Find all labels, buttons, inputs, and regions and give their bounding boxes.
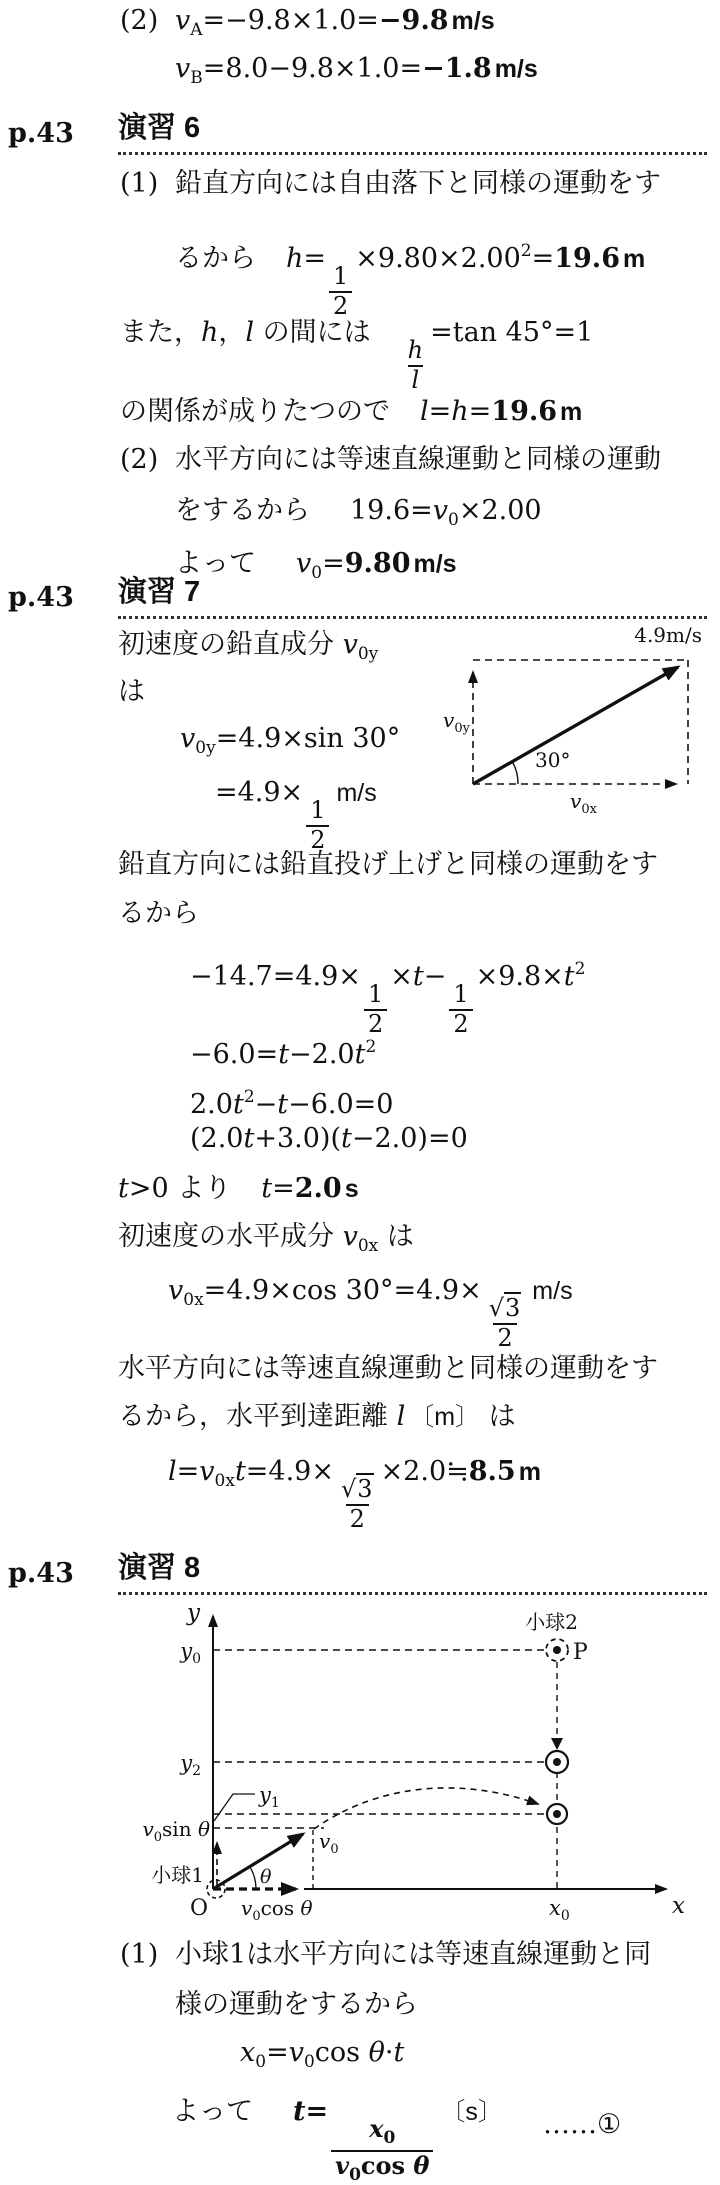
- fraction-numerator: 1: [453, 980, 469, 1009]
- math-token: cos: [360, 2151, 414, 2181]
- page-ref: p.43: [8, 582, 74, 613]
- page-ref: p.43: [8, 1558, 74, 1589]
- math-token: ×9.80×2.00: [355, 243, 521, 274]
- v0cos-label: $v_0\cos$ θ: [241, 1896, 313, 1924]
- math-token: =−9.8×1.0=: [202, 5, 379, 36]
- math-sub: 0x: [183, 1290, 204, 1310]
- fraction-denominator: 2: [329, 291, 352, 319]
- fraction-numerator: [337, 1477, 378, 1504]
- body-line: [120, 167, 661, 201]
- math-token: −6.0=0: [288, 1089, 394, 1120]
- math-sub: 0: [448, 510, 459, 530]
- y2-label: $y_2$: [180, 1751, 201, 1779]
- math-sub: 0x: [357, 1236, 379, 1256]
- equation-line: [168, 1274, 573, 1352]
- math-token: 2.0: [190, 1089, 233, 1120]
- body-text: より: [177, 1173, 232, 1204]
- v0y-label: $v_{0y}$: [443, 708, 470, 736]
- math-token: =: [176, 1456, 200, 1487]
- ball1-label: 小球1: [151, 1863, 204, 1887]
- fraction-numerator: h: [407, 336, 424, 365]
- body-line: 水平方向には等速直線運動と同様の運動をす: [118, 1353, 658, 1384]
- math-token: −2.0)=0: [351, 1123, 468, 1154]
- math-token: v: [175, 53, 191, 84]
- math-token: ×2.0≒: [380, 1456, 469, 1487]
- equation-line: [240, 2036, 404, 2079]
- body-line: 鉛直方向には鉛直投げ上げと同様の運動をす: [118, 849, 658, 880]
- math-token: v: [296, 548, 312, 579]
- body-text: また，: [120, 317, 201, 348]
- fraction-denominator: 2: [306, 825, 329, 853]
- math-token: +3.0)(: [254, 1123, 341, 1154]
- velocity-components-diagram: [440, 623, 708, 817]
- math-token: (2.0: [190, 1123, 244, 1154]
- math-token: 19.6=: [350, 495, 433, 526]
- unit-bracket: 〔s〕: [440, 2098, 503, 2126]
- body-text: 初速度の水平成分: [118, 1221, 343, 1252]
- math-token: v: [342, 629, 358, 660]
- answer-value: 9.80: [344, 548, 411, 579]
- body-text: の関係が成りたつので: [120, 396, 390, 427]
- body-line: は: [118, 676, 145, 707]
- math-token: v: [342, 1221, 358, 1252]
- math-sub: 0: [383, 2128, 396, 2149]
- math-token: ·: [384, 2037, 394, 2068]
- math-token: −14.7=4.9×: [190, 961, 361, 992]
- equation-line: [180, 722, 400, 765]
- math-token: =: [531, 243, 555, 274]
- equation-line-va: [120, 4, 495, 47]
- v0x-label: $v_{0x}$: [570, 789, 597, 817]
- fraction-denominator: 2: [364, 1009, 387, 1037]
- equation-reference-number: ……①: [543, 2109, 622, 2140]
- math-token: t: [393, 2037, 405, 2068]
- ball2-start-dot: [553, 1646, 561, 1654]
- item-marker: (2): [120, 5, 159, 36]
- math-token: −6.0=: [190, 1039, 279, 1070]
- equation-line-lh: [120, 395, 582, 429]
- math-sup: 2: [520, 241, 532, 261]
- body-text: 小球1は水平方向には等速直線運動と同: [175, 1939, 652, 1970]
- equation-line: [215, 776, 377, 854]
- radical-sign: √: [340, 1475, 357, 1504]
- body-text: よって: [172, 2096, 253, 2127]
- math-sub: 0x: [214, 1471, 235, 1491]
- body-text: 初速度の鉛直成分: [118, 629, 343, 660]
- math-token: t: [234, 1456, 246, 1487]
- math-token: t: [118, 1173, 129, 1204]
- angle-arc: [512, 761, 518, 784]
- math-token: v: [199, 1456, 215, 1487]
- section-title: 演習 7: [118, 576, 201, 608]
- math-token: h: [451, 396, 469, 427]
- radicand: 3: [357, 1475, 373, 1504]
- fraction: [404, 338, 427, 393]
- unit-bracket: 〔m〕: [409, 1403, 481, 1431]
- v0-vector-arrow: [213, 1834, 303, 1889]
- ball2-mid-dot: [553, 1758, 561, 1766]
- math-token: t: [243, 1123, 255, 1154]
- math-sub: A: [190, 20, 203, 40]
- collision-dot: [553, 1810, 561, 1818]
- item-marker: (1): [120, 168, 159, 199]
- math-token: =: [303, 243, 327, 274]
- equation-line: [168, 1455, 541, 1533]
- answer-unit: m: [560, 398, 583, 426]
- origin-label: O: [189, 1896, 209, 1921]
- fraction-denominator: [331, 2150, 433, 2185]
- math-token: ×9.8×: [475, 961, 564, 992]
- equation-line: [175, 494, 542, 537]
- math-token: θ: [413, 2151, 430, 2181]
- math-token: v: [288, 2037, 304, 2068]
- equation-line-h: [175, 234, 645, 320]
- math-token: =: [266, 2037, 289, 2068]
- fraction-numerator: 1: [333, 262, 349, 291]
- trajectory-curve: [314, 1788, 538, 1829]
- fraction: [485, 1296, 526, 1351]
- body-text: 水平方向には等速直線運動と同様の運動: [175, 444, 661, 475]
- math-token: =: [468, 396, 492, 427]
- section-heading-ex6: [118, 112, 707, 155]
- body-text: をするから: [175, 495, 310, 526]
- answer-value: 19.6: [554, 243, 620, 274]
- unit: m/s: [336, 779, 377, 807]
- answer-value: −1.8: [422, 53, 492, 84]
- math-token: =tan 45°=1: [430, 317, 594, 348]
- math-token: t: [278, 1039, 290, 1070]
- x-axis-label: x: [672, 1893, 685, 1919]
- math-token: =4.9×sin 30°: [215, 723, 401, 754]
- ball2-label: 小球2: [525, 1610, 578, 1634]
- y0-label: $y_0$: [180, 1639, 201, 1667]
- math-token: t: [277, 1089, 289, 1120]
- x0-label: $x_0$: [549, 1896, 570, 1924]
- math-token: h: [286, 243, 304, 274]
- fraction-denominator: 2: [493, 1323, 516, 1351]
- answer-value: 19.6: [491, 396, 558, 427]
- answer-value: −9.8: [378, 5, 449, 36]
- theta-label: θ: [260, 1866, 272, 1888]
- body-text: は: [378, 1221, 414, 1252]
- equation-line: [190, 1080, 394, 1122]
- velocity-vector-arrow: [473, 667, 678, 784]
- math-sup: 2: [574, 959, 586, 979]
- answer-unit: m/s: [413, 550, 457, 578]
- math-token: =4.9×: [245, 1456, 334, 1487]
- math-token: t: [340, 1123, 352, 1154]
- math-token: =: [428, 396, 452, 427]
- section-title: 演習 8: [118, 1552, 201, 1584]
- body-text: よって: [175, 548, 256, 579]
- answer-value: 2.0: [294, 1173, 342, 1204]
- body-line: [118, 1220, 414, 1263]
- fraction: [337, 1477, 378, 1532]
- body-text: は: [480, 1401, 516, 1432]
- fraction-numerator: [485, 1296, 526, 1323]
- section-title: 演習 6: [118, 112, 201, 144]
- page-ref: p.43: [8, 118, 74, 149]
- math-token: x: [369, 2114, 384, 2144]
- y1-callout-line: [214, 1794, 255, 1821]
- section-heading-ex7: [118, 576, 707, 619]
- math-token: >0: [128, 1173, 178, 1204]
- fraction-numerator: 1: [367, 980, 384, 1009]
- radicand: 3: [505, 1294, 521, 1323]
- fraction: [449, 982, 472, 1037]
- body-line: [118, 628, 378, 671]
- math-sup: 2: [365, 1037, 377, 1057]
- math-token: v: [180, 723, 196, 754]
- math-token: =4.9×cos 30°=4.9×: [203, 1275, 482, 1306]
- body-line: 様の運動をするから: [175, 1989, 418, 2020]
- answer-unit: m/s: [494, 55, 538, 83]
- equation-line-hl: [120, 316, 593, 394]
- fall-direction-arrowhead: [551, 1738, 563, 1750]
- equation-line: [190, 1030, 376, 1072]
- answer-unit: m: [623, 245, 646, 273]
- math-token: t: [354, 1039, 366, 1070]
- math-token: −: [423, 961, 447, 992]
- fraction: [329, 264, 352, 319]
- math-token: =: [322, 548, 345, 579]
- answer-unit: m: [518, 1458, 541, 1486]
- item-marker: (1): [120, 1939, 159, 1970]
- math-token: t: [563, 961, 575, 992]
- angle-label: 30°: [535, 748, 571, 772]
- math-token: h: [201, 317, 219, 348]
- math-token: θ: [368, 2037, 385, 2068]
- math-token: t: [261, 1173, 273, 1204]
- math-token: l: [168, 1456, 177, 1487]
- math-token: =8.0−9.8×1.0=: [202, 53, 423, 84]
- math-sub: B: [190, 68, 203, 88]
- math-token: t: [293, 2096, 306, 2127]
- body-text: 鉛直方向には自由落下と同様の運動をす: [175, 168, 661, 199]
- fraction-denominator: 2: [449, 1009, 472, 1037]
- equation-line: [118, 1172, 359, 1206]
- answer-unit: m/s: [451, 7, 495, 35]
- y-axis-label: y: [187, 1600, 200, 1626]
- math-token: ×2.00: [458, 495, 542, 526]
- math-token: =: [305, 2096, 329, 2127]
- math-token: l: [396, 1401, 406, 1432]
- y1-label: $y_1$: [259, 1783, 280, 1811]
- equation-line-final: [172, 2095, 503, 2185]
- v0sin-label: $v_0\sin$ θ: [142, 1817, 210, 1845]
- math-token: cos: [314, 2037, 369, 2068]
- math-token: v: [335, 2151, 350, 2181]
- math-token: x: [240, 2037, 256, 2068]
- body-line: [120, 443, 661, 477]
- math-sub: 0: [303, 2052, 315, 2072]
- section-heading-ex8: [118, 1552, 707, 1595]
- math-token: v: [432, 495, 449, 526]
- body-text: るから: [175, 243, 256, 274]
- answer-unit: s: [344, 1175, 359, 1203]
- fraction-numerator: [365, 2116, 399, 2150]
- body-text: の間には: [254, 317, 371, 348]
- body-text: ，: [218, 317, 246, 348]
- equation-line: [190, 952, 585, 1038]
- body-line: [118, 1400, 516, 1434]
- item-marker: (2): [120, 444, 159, 475]
- answer-value: 8.5: [468, 1456, 516, 1487]
- math-token: v: [175, 5, 191, 36]
- body-line: [120, 1938, 651, 1972]
- math-token: t: [232, 1089, 244, 1120]
- unit: m/s: [532, 1277, 573, 1305]
- v0-label: $v_0$: [319, 1829, 339, 1857]
- fraction-denominator: 2: [346, 1504, 369, 1532]
- projectile-motion-diagram: [100, 1598, 712, 1924]
- equation-line-vb: [175, 52, 538, 95]
- theta-arc: [250, 1867, 256, 1889]
- math-sub: 0y: [195, 738, 216, 758]
- speed-label: 4.9m/s: [634, 623, 702, 647]
- math-token: −2.0: [289, 1039, 355, 1070]
- math-sub: 0: [349, 2165, 361, 2185]
- math-sub: 0: [255, 2052, 267, 2072]
- math-sup: 2: [243, 1087, 255, 1107]
- equation-line: [190, 1122, 468, 1156]
- math-token: ×: [390, 961, 413, 992]
- math-token: =: [272, 1173, 295, 1204]
- math-token: l: [245, 317, 255, 348]
- math-token: v: [168, 1275, 184, 1306]
- math-sub: 0: [311, 563, 323, 583]
- math-token: t: [412, 961, 424, 992]
- fraction: [331, 2116, 433, 2185]
- point-p-label: P: [573, 1640, 588, 1665]
- radical-sign: √: [488, 1294, 505, 1323]
- math-token: l: [420, 396, 429, 427]
- fraction: [306, 798, 329, 853]
- math-sub: 0y: [357, 644, 379, 664]
- body-text: るから，水平到達距離: [118, 1401, 397, 1432]
- math-token: −: [254, 1089, 278, 1120]
- body-line: るから: [118, 898, 199, 929]
- fraction-numerator: 1: [310, 796, 326, 825]
- fraction-denominator: l: [408, 365, 424, 393]
- math-token: =4.9×: [215, 777, 304, 808]
